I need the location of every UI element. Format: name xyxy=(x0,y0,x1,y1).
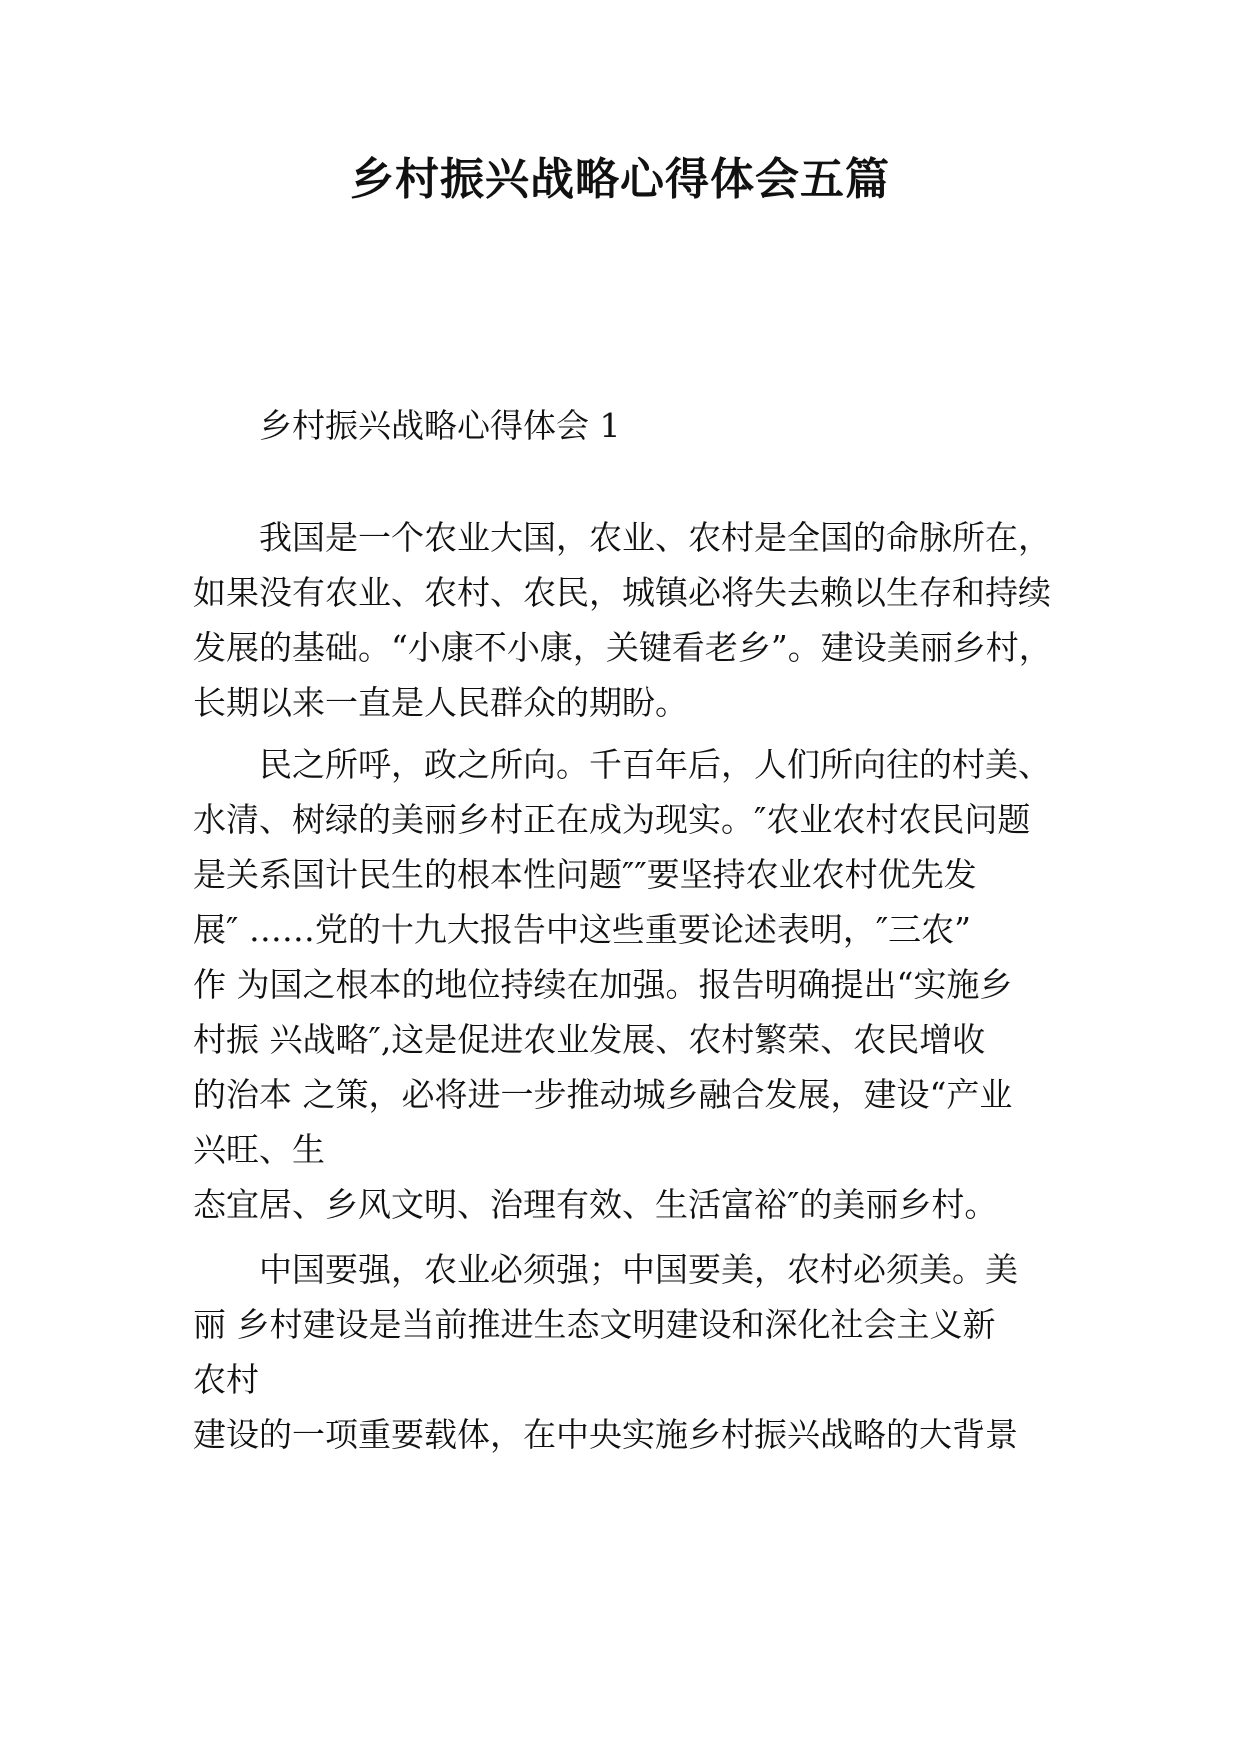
paragraph-line: 我国是一个农业大国，农业、农村是全国的命脉所在， xyxy=(259,518,1051,557)
paragraph-line: 民之所呼，政之所向。千百年后，人们所向往的村美、 xyxy=(259,745,1051,784)
paragraph-line: 的治本 之策，必将进一步推动城乡融合发展，建设“产业 xyxy=(193,1075,1013,1114)
paragraph-2 xyxy=(193,737,1063,1232)
paragraph-line: 作 为国之根本的地位持续在加强。报告明确提出“实施乡 xyxy=(193,965,1013,1004)
paragraph-line: 兴旺、生 xyxy=(193,1130,325,1169)
section-heading: 乡村振兴战略心得体会 1 xyxy=(259,406,621,445)
paragraph-line: 农村 xyxy=(193,1360,259,1399)
paragraph-line: 态宜居、乡风文明、治理有效、生活富裕″的美丽乡村。 xyxy=(193,1185,998,1224)
paragraph-line: 展″ ……党的十九大报告中这些重要论述表明，″三农” xyxy=(193,910,972,949)
paragraph-line: 水清、树绿的美丽乡村正在成为现实。″农业农村农民问题 xyxy=(193,800,1031,839)
paragraph-3 xyxy=(193,1242,1063,1462)
paragraph-line: 发展的基础。“小康不小康，关键看老乡”。建设美丽乡村， xyxy=(193,628,1052,667)
paragraph-line: 是关系国计民生的根本性问题″″要坚持农业农村优先发 xyxy=(193,855,977,894)
paragraph-line: 丽 乡村建设是当前推进生态文明建设和深化社会主义新 xyxy=(193,1305,996,1344)
paragraph-line: 村振 兴战略″,这是促进农业发展、农村繁荣、农民增收 xyxy=(193,1020,986,1059)
paragraph-line: 建设的一项重要载体，在中央实施乡村振兴战略的大背景 xyxy=(193,1415,1018,1454)
document-title: 乡村振兴战略心得体会五篇 xyxy=(350,154,890,205)
paragraph-1 xyxy=(193,510,1063,730)
paragraph-line: 如果没有农业、农村、农民，城镇必将失去赖以生存和持续 xyxy=(193,573,1051,612)
paragraph-line: 中国要强，农业必须强；中国要美，农村必须美。美 xyxy=(259,1250,1018,1289)
paragraph-line: 长期以来一直是人民群众的期盼。 xyxy=(193,683,688,722)
